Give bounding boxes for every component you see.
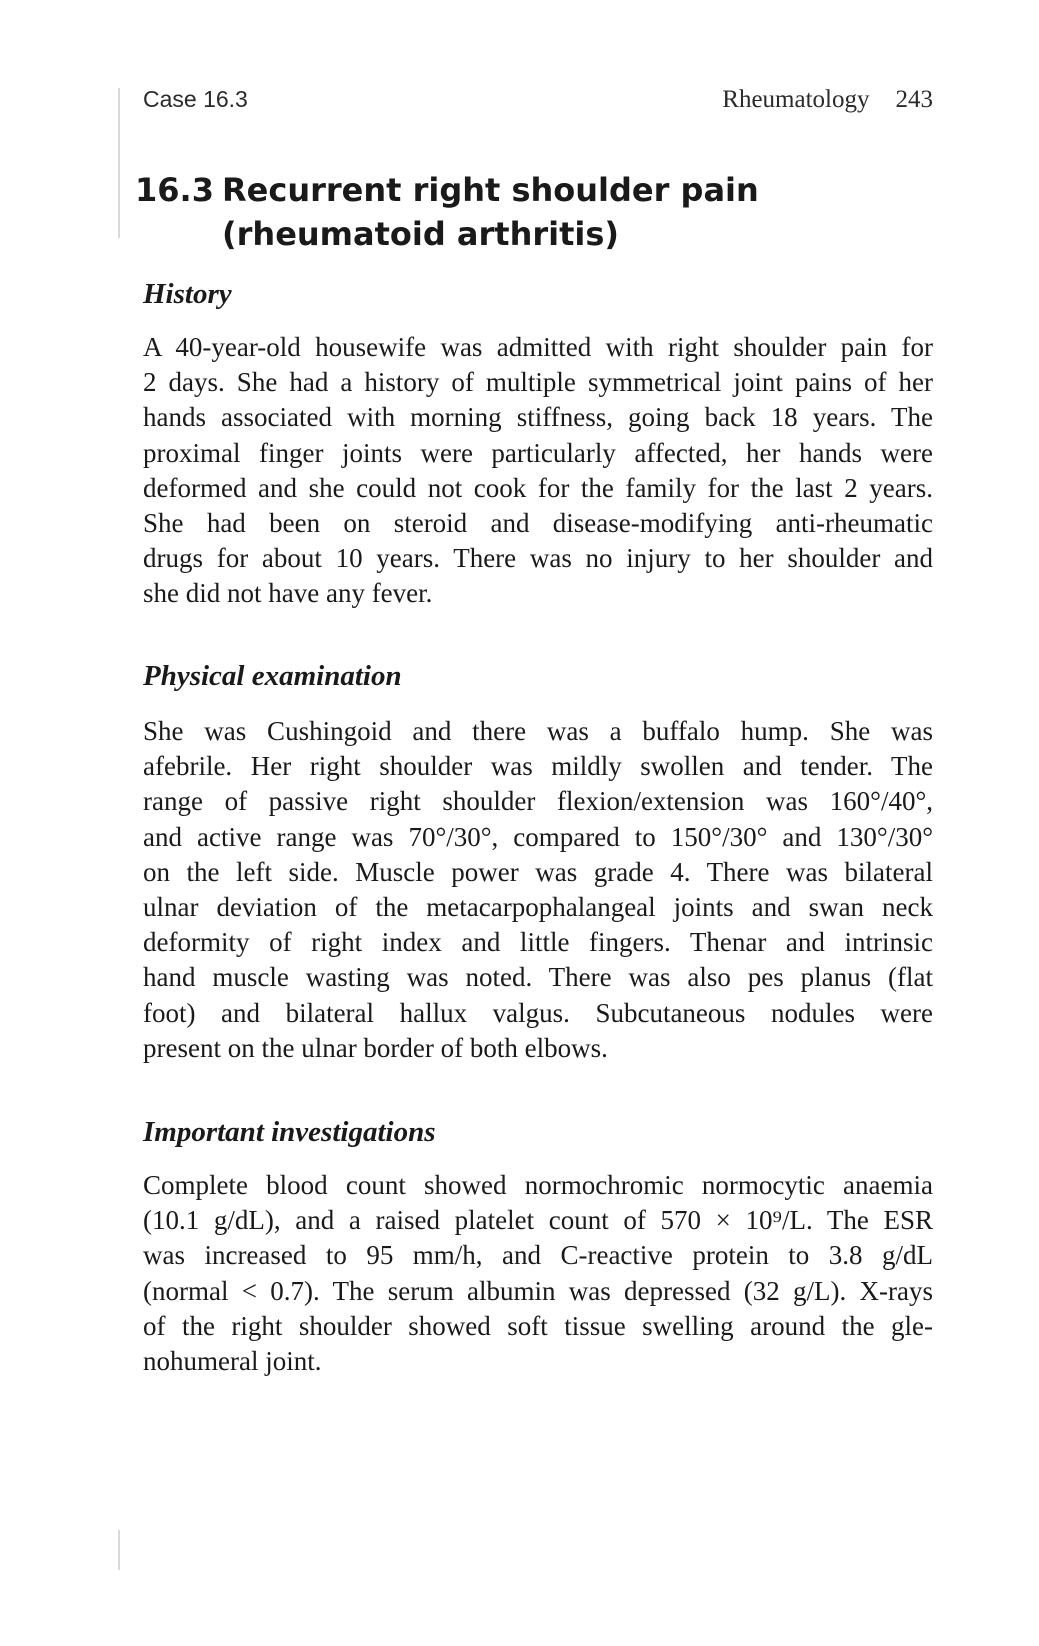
running-header — [143, 86, 933, 120]
text-line: She had been on steroid and disease-modifying anti-rheumatic — [143, 508, 933, 539]
page-number: 243 — [895, 86, 933, 113]
case-title-number: 16.3 — [135, 171, 214, 209]
history-paragraph — [143, 330, 933, 612]
text-line: She was Cushingoid and there was a buffalo hump. She was — [143, 716, 933, 746]
text-line: of the right shoulder showed soft tissue swelling around the gle- — [143, 1310, 933, 1341]
text-line: (10.1 g/dL), and a raised platelet count of 570 × 10⁹/L. The ESR — [143, 1205, 933, 1236]
text-line: hand muscle wasting was noted. There was also pes planus (flat — [143, 962, 933, 993]
section-name: Rheumatology — [722, 86, 870, 113]
text-line: hands associated with morning stiffness, going back 18 years. The — [143, 402, 933, 433]
text-line: A 40-year-old housewife was admitted with right shoulder pain for — [143, 332, 933, 362]
text-line: Complete blood count showed normochromic normocytic anaemia — [143, 1170, 933, 1200]
important-investigations-paragraph — [143, 1168, 933, 1379]
scan-margin-mark — [118, 88, 120, 238]
physical-examination-heading: Physical examination — [143, 660, 402, 692]
text-line: deformed and she could not cook for the family for the last 2 years. — [143, 472, 933, 503]
case-title-text: Recurrent right shoulder pain (rheumatoid arthritis) — [222, 171, 759, 253]
text-line: deformity of right index and little fingers. Thenar and intrinsic — [143, 927, 933, 958]
text-line: she did not have any fever. — [143, 578, 433, 609]
header-right — [722, 86, 933, 114]
text-line: (normal < 0.7). The serum albumin was depressed (32 g/L). X-rays — [143, 1275, 933, 1306]
text-line: was increased to 95 mm/h, and C-reactive protein to 3.8 g/dL — [143, 1240, 933, 1271]
physical-examination-paragraph — [143, 714, 933, 1066]
text-line: ulnar deviation of the metacarpophalangeal joints and swan neck — [143, 892, 933, 923]
case-label: Case 16.3 — [143, 86, 248, 112]
scan-margin-mark-bottom — [118, 1530, 120, 1570]
text-line: afebrile. Her right shoulder was mildly swollen and tender. The — [143, 751, 933, 782]
text-line: range of passive right shoulder flexion/extension was 160°/40°, — [143, 786, 933, 817]
important-investigations-heading: Important investigations — [143, 1116, 436, 1148]
text-line: drugs for about 10 years. There was no injury to her shoulder and — [143, 543, 933, 574]
text-line: foot) and bilateral hallux valgus. Subcutaneous nodules were — [143, 997, 933, 1028]
history-heading: History — [143, 278, 232, 310]
text-line: on the left side. Muscle power was grade 4. There was bilateral — [143, 856, 933, 887]
text-line: and active range was 70°/30°, compared to 150°/30° and 130°/30° — [143, 821, 933, 852]
text-line: proximal finger joints were particularly affected, her hands were — [143, 437, 933, 468]
text-line: nohumeral joint. — [143, 1346, 322, 1377]
text-line: 2 days. She had a history of multiple symmetrical joint pains of her — [143, 367, 933, 398]
case-title — [135, 168, 935, 256]
text-line: present on the ulnar border of both elbows. — [143, 1032, 608, 1063]
